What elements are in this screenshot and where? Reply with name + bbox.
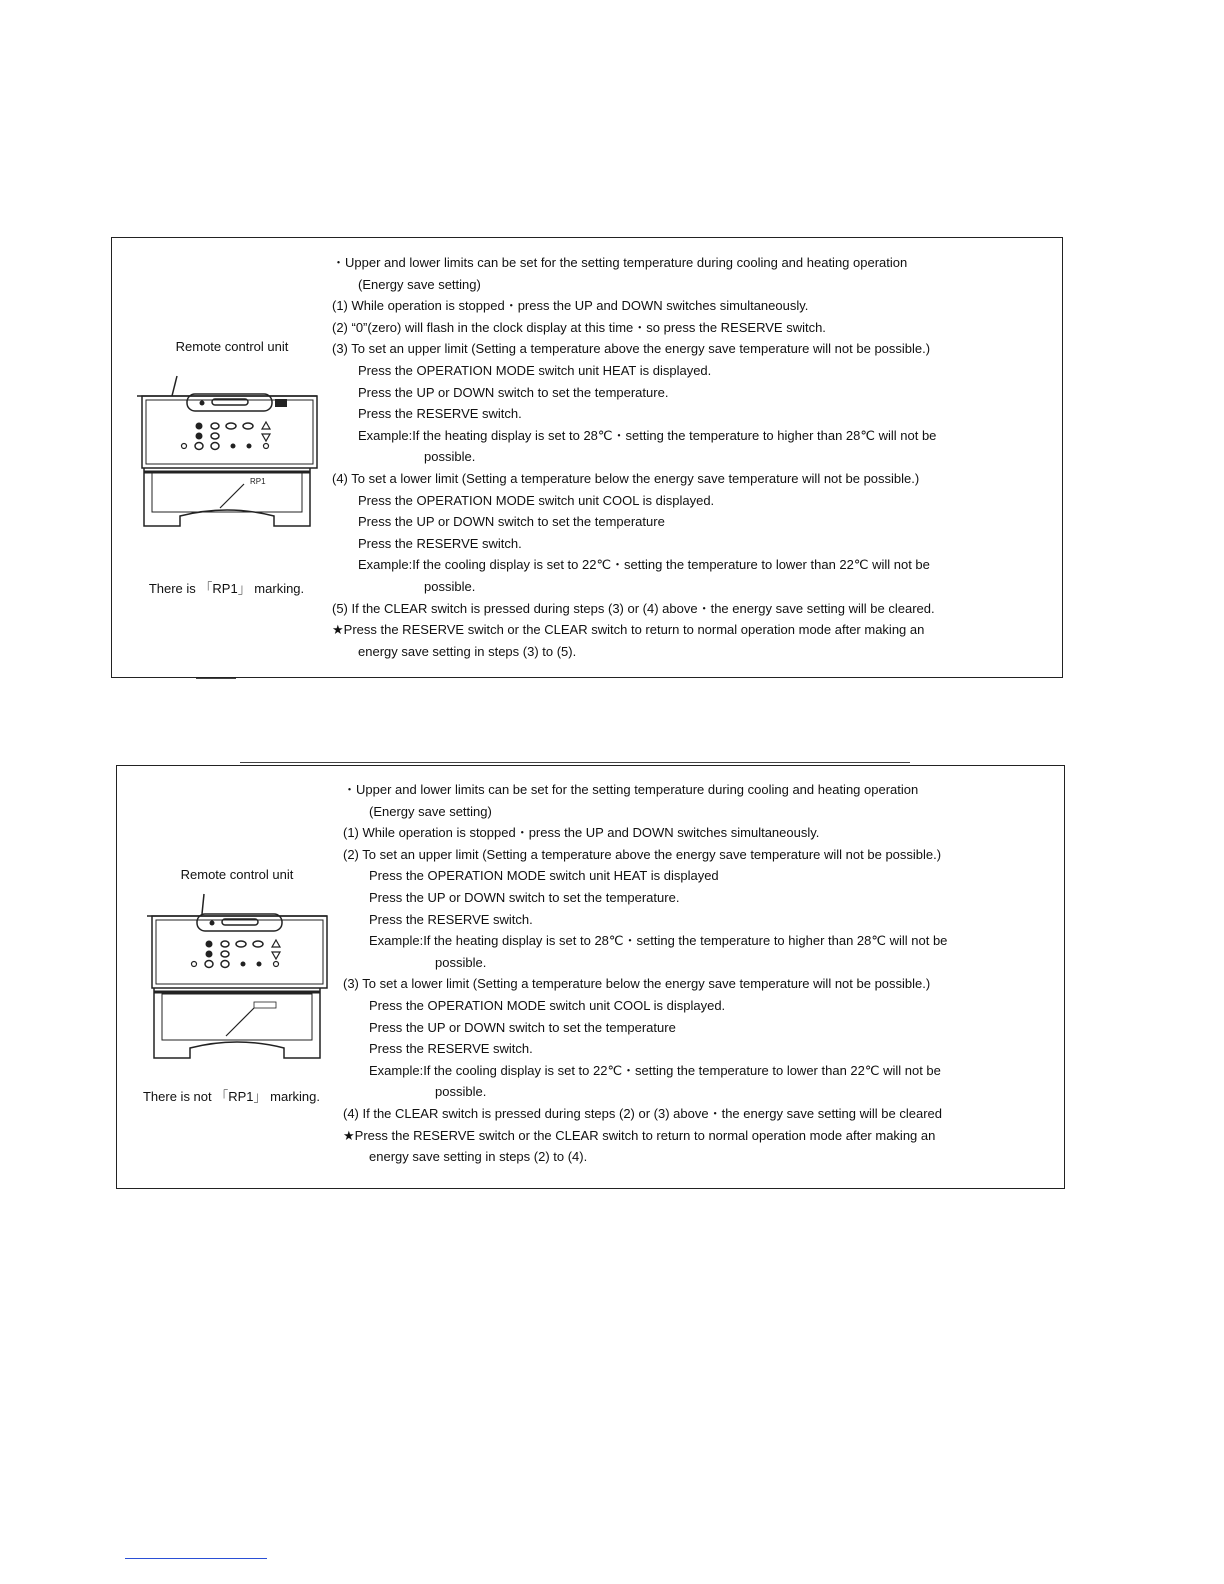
instruction-line: Example:If the cooling display is set to 22℃・setting the temperature to lower than 22℃ will not be xyxy=(358,557,930,573)
instruction-line: Press the RESERVE switch. xyxy=(369,911,533,927)
svg-text:RP1: RP1 xyxy=(250,477,266,486)
instruction-line: ・Upper and lower limits can be set for the setting temperature during cooling and heating operation xyxy=(332,255,908,270)
instruction-line: (4) If the CLEAR switch is pressed during steps (2) or (3) above・the energy save setting will be cleared xyxy=(343,1105,942,1121)
top-rule-b xyxy=(240,762,910,763)
remote-figure xyxy=(117,766,342,1188)
instruction-line: Example:If the heating display is set to 28℃・setting the temperature to higher than 28℃ will not be xyxy=(358,427,937,443)
rp1-marking-label: There is 「RP1」 marking. xyxy=(148,581,305,596)
instruction-line: Press the RESERVE switch. xyxy=(358,406,522,422)
instruction-line: Press the RESERVE switch. xyxy=(369,1041,533,1057)
instruction-line: possible. xyxy=(424,578,476,594)
instruction-line: Press the UP or DOWN switch to set the temperature. xyxy=(358,384,669,400)
energy-save-panel-no-rp1 xyxy=(116,765,1065,1189)
instruction-line: Press the OPERATION MODE switch unit COOL is displayed. xyxy=(358,492,715,508)
instruction-line: Example:If the cooling display is set to 22℃・setting the temperature to lower than 22℃ will not be xyxy=(369,1062,941,1078)
instruction-line: Press the OPERATION MODE switch unit COOL is displayed. xyxy=(369,997,726,1013)
instruction-line: possible. xyxy=(424,449,476,465)
remote-figure xyxy=(112,238,337,677)
instruction-line: energy save setting in steps (3) to (5). xyxy=(358,643,577,659)
instruction-text xyxy=(343,779,947,1168)
instruction-line: ★Press the RESERVE switch or the CLEAR switch to return to normal operation mode after making an xyxy=(332,622,925,638)
remote-control-label: Remote control unit xyxy=(175,339,289,354)
top-rule-a xyxy=(196,678,236,679)
instruction-line: energy save setting in steps (2) to (4). xyxy=(369,1149,588,1165)
instruction-line: ・Upper and lower limits can be set for the setting temperature during cooling and heating operation xyxy=(343,782,919,797)
remote-control-label: Remote control unit xyxy=(180,867,294,882)
instruction-line: Press the OPERATION MODE switch unit HEAT is displayed. xyxy=(358,362,712,378)
instruction-line: Press the UP or DOWN switch to set the temperature. xyxy=(369,889,680,905)
remote-control-illustration xyxy=(132,366,342,536)
instruction-line: (3) To set a lower limit (Setting a temperature below the energy save temperature will not be possible.) xyxy=(343,976,931,992)
instruction-line: (Energy save setting) xyxy=(369,803,492,819)
instruction-line: Press the UP or DOWN switch to set the temperature xyxy=(369,1019,676,1035)
instruction-line: (5) If the CLEAR switch is pressed during steps (3) or (4) above・the energy save setting will be cleared. xyxy=(332,600,935,616)
instruction-line: (3) To set an upper limit (Setting a temperature above the energy save temperature will not be possible.) xyxy=(332,341,931,357)
instruction-line: possible. xyxy=(435,954,487,970)
instruction-line: (2) To set an upper limit (Setting a temperature above the energy save temperature will not be possible.) xyxy=(343,846,942,862)
instruction-line: Press the RESERVE switch. xyxy=(358,535,522,551)
instruction-text xyxy=(332,252,936,662)
instruction-line: (4) To set a lower limit (Setting a temperature below the energy save temperature will not be possible.) xyxy=(332,470,920,486)
instruction-line: Press the OPERATION MODE switch unit HEAT is displayed xyxy=(369,868,719,884)
instruction-line: Press the UP or DOWN switch to set the temperature xyxy=(358,514,665,530)
instruction-line: (2) “0”(zero) will flash in the clock display at this time・so press the RESERVE switch. xyxy=(332,319,826,335)
bottom-rule xyxy=(125,1558,267,1559)
instruction-line: (1) While operation is stopped・press the UP and DOWN switches simultaneously. xyxy=(343,825,820,841)
instruction-line: possible. xyxy=(435,1084,487,1100)
rp1-marking-label: There is not 「RP1」 marking. xyxy=(142,1089,320,1104)
remote-control-illustration xyxy=(142,886,352,1061)
energy-save-panel-rp1 xyxy=(111,237,1063,678)
instruction-line: Example:If the heating display is set to 28℃・setting the temperature to higher than 28℃ will not be xyxy=(369,933,948,949)
instruction-line: ★Press the RESERVE switch or the CLEAR switch to return to normal operation mode after making an xyxy=(343,1127,936,1143)
instruction-line: (1) While operation is stopped・press the UP and DOWN switches simultaneously. xyxy=(332,298,809,314)
instruction-line: (Energy save setting) xyxy=(358,276,481,292)
